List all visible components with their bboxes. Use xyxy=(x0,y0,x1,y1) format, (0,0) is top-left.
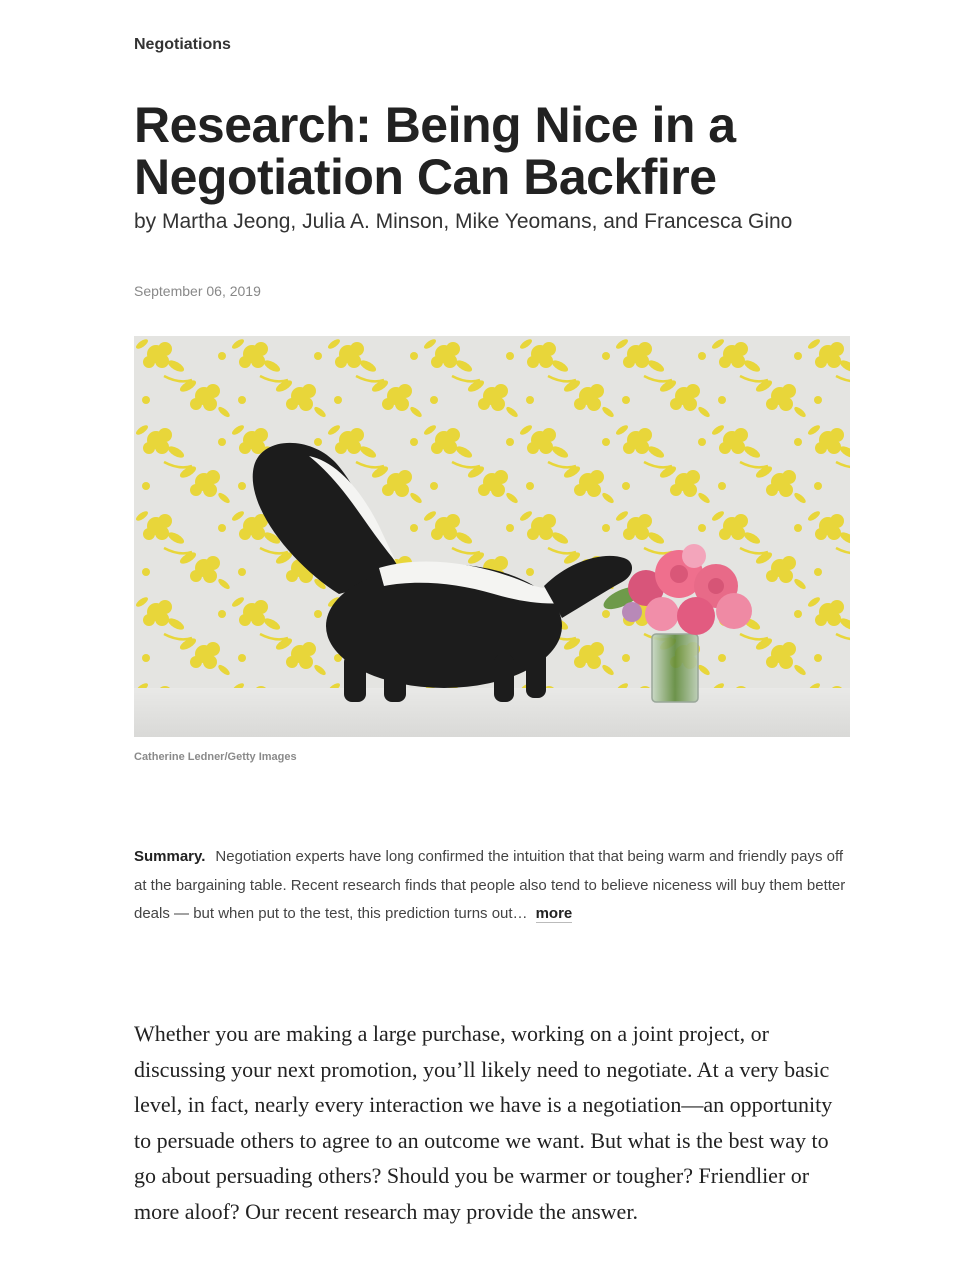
category-link[interactable]: Negotiations xyxy=(134,36,231,53)
summary-label: Summary. xyxy=(134,848,206,865)
hero-image xyxy=(134,336,850,737)
summary-text: Negotiation experts have long confirmed the intuition that that being warm and friendly pays off at the bargaining table. Recent research finds that people also tend to believe niceness will buy them better deals — but when put to the test, this prediction turns out… xyxy=(134,848,846,922)
publish-date: September 06, 2019 xyxy=(134,283,261,299)
more-link[interactable]: more xyxy=(535,905,573,922)
image-credit: Catherine Ledner/Getty Images xyxy=(134,751,297,763)
article-title: Research: Being Nice in a Negotiation Can Backfire xyxy=(134,97,736,205)
article-byline: by Martha Jeong, Julia A. Minson, Mike Yeomans, and Francesca Gino xyxy=(134,210,793,233)
article-summary xyxy=(134,843,850,929)
article-body-paragraph: Whether you are making a large purchase, working on a joint project, or discussing your next promotion, you’ll likely need to negotiate. At a very basic level, in fact, nearly every interaction we have is a negotiation—an opportunity to persuade others to agree to an outcome we want. But what is the best way to go about persuading others? Should you be warmer or tougher? Friendlier or more aloof? Our recent research may provide the answer. xyxy=(134,1021,833,1224)
